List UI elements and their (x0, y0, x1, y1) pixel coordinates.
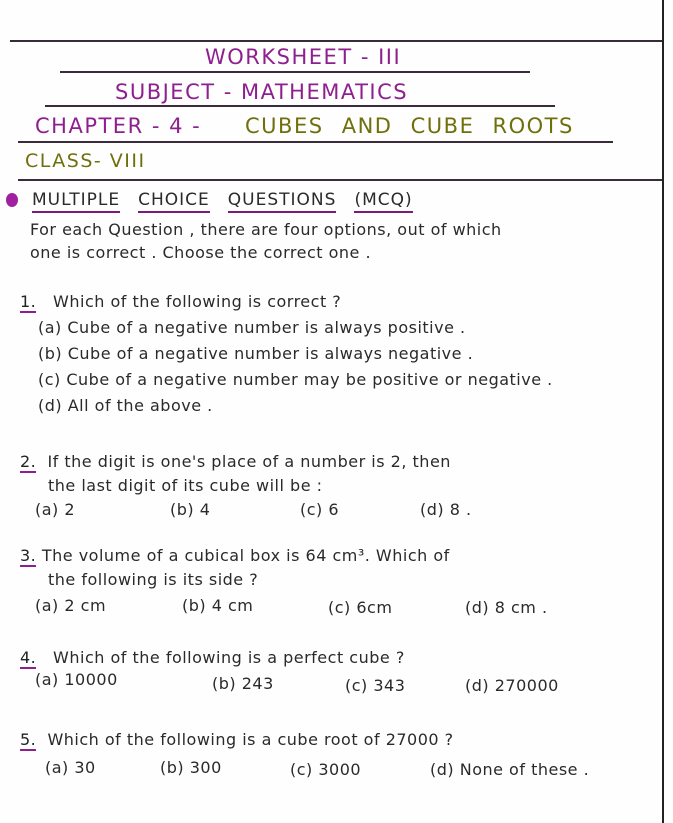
divider (10, 40, 662, 42)
question-text: the last digit of its cube will be : (48, 476, 323, 495)
option-a: (a) 2 (35, 500, 76, 519)
option-b: (b) 243 (212, 674, 274, 693)
question-text: The volume of a cubical box is 64 cm³. Which of (41, 546, 450, 565)
question-5 (20, 730, 454, 749)
subject-title: SUBJECT - MATHEMATICS (115, 80, 409, 104)
question-number: 1. (20, 292, 37, 311)
option-c: (c) 6cm (328, 598, 393, 617)
chapter-prefix: CHAPTER - 4 - (35, 114, 202, 138)
option-c: (c) 343 (345, 676, 406, 695)
question-number: 5. (20, 730, 37, 749)
divider (60, 71, 530, 73)
section-word: MULTIPLE (32, 190, 120, 213)
instructions-line: For each Question , there are four options, out of which (30, 220, 502, 239)
question-number: 3. (20, 546, 37, 565)
question-4 (20, 648, 405, 667)
question-text: If the digit is one's place of a number is 2, then (47, 452, 451, 471)
option-a: (a) Cube of a negative number is always positive . (38, 318, 466, 337)
section-heading (32, 190, 431, 210)
option-c: (c) Cube of a negative number may be positive or negative . (38, 370, 553, 389)
option-a: (a) 10000 (35, 670, 118, 689)
divider (18, 141, 613, 143)
option-a: (a) 30 (45, 758, 96, 777)
page-edge (662, 0, 664, 823)
chapter-title: CUBES AND CUBE ROOTS (245, 114, 574, 138)
option-c: (c) 3000 (290, 760, 362, 779)
option-c: (c) 6 (300, 500, 340, 519)
bullet-icon (6, 193, 18, 207)
question-text: Which of the following is a perfect cube ? (53, 648, 405, 667)
question-3 (20, 546, 450, 565)
section-word: QUESTIONS (228, 190, 337, 213)
question-text: Which of the following is correct ? (53, 292, 342, 311)
class-label: CLASS- VIII (25, 150, 146, 172)
option-d: (d) 8 cm . (465, 598, 548, 617)
question-text: the following is its side ? (48, 570, 259, 589)
option-b: (b) 300 (160, 758, 222, 777)
question-number: 4. (20, 648, 37, 667)
question-2 (20, 452, 451, 471)
option-d: (d) None of these . (430, 760, 590, 779)
option-d: (d) All of the above . (38, 396, 213, 415)
worksheet-title: WORKSHEET - III (205, 45, 402, 69)
question-1 (20, 292, 341, 311)
section-word: (MCQ) (354, 190, 412, 213)
option-b: (b) 4 (170, 500, 211, 519)
divider (45, 105, 555, 107)
option-b: (b) 4 cm (182, 596, 254, 615)
instructions-line: one is correct . Choose the correct one . (30, 243, 372, 262)
option-a: (a) 2 cm (35, 596, 107, 615)
question-text: Which of the following is a cube root of 27000 ? (47, 730, 454, 749)
option-b: (b) Cube of a negative number is always negative . (38, 344, 474, 363)
option-d: (d) 8 . (420, 500, 472, 519)
section-word: CHOICE (138, 190, 210, 213)
divider (18, 179, 662, 181)
question-number: 2. (20, 452, 37, 471)
option-d: (d) 270000 (465, 676, 559, 695)
